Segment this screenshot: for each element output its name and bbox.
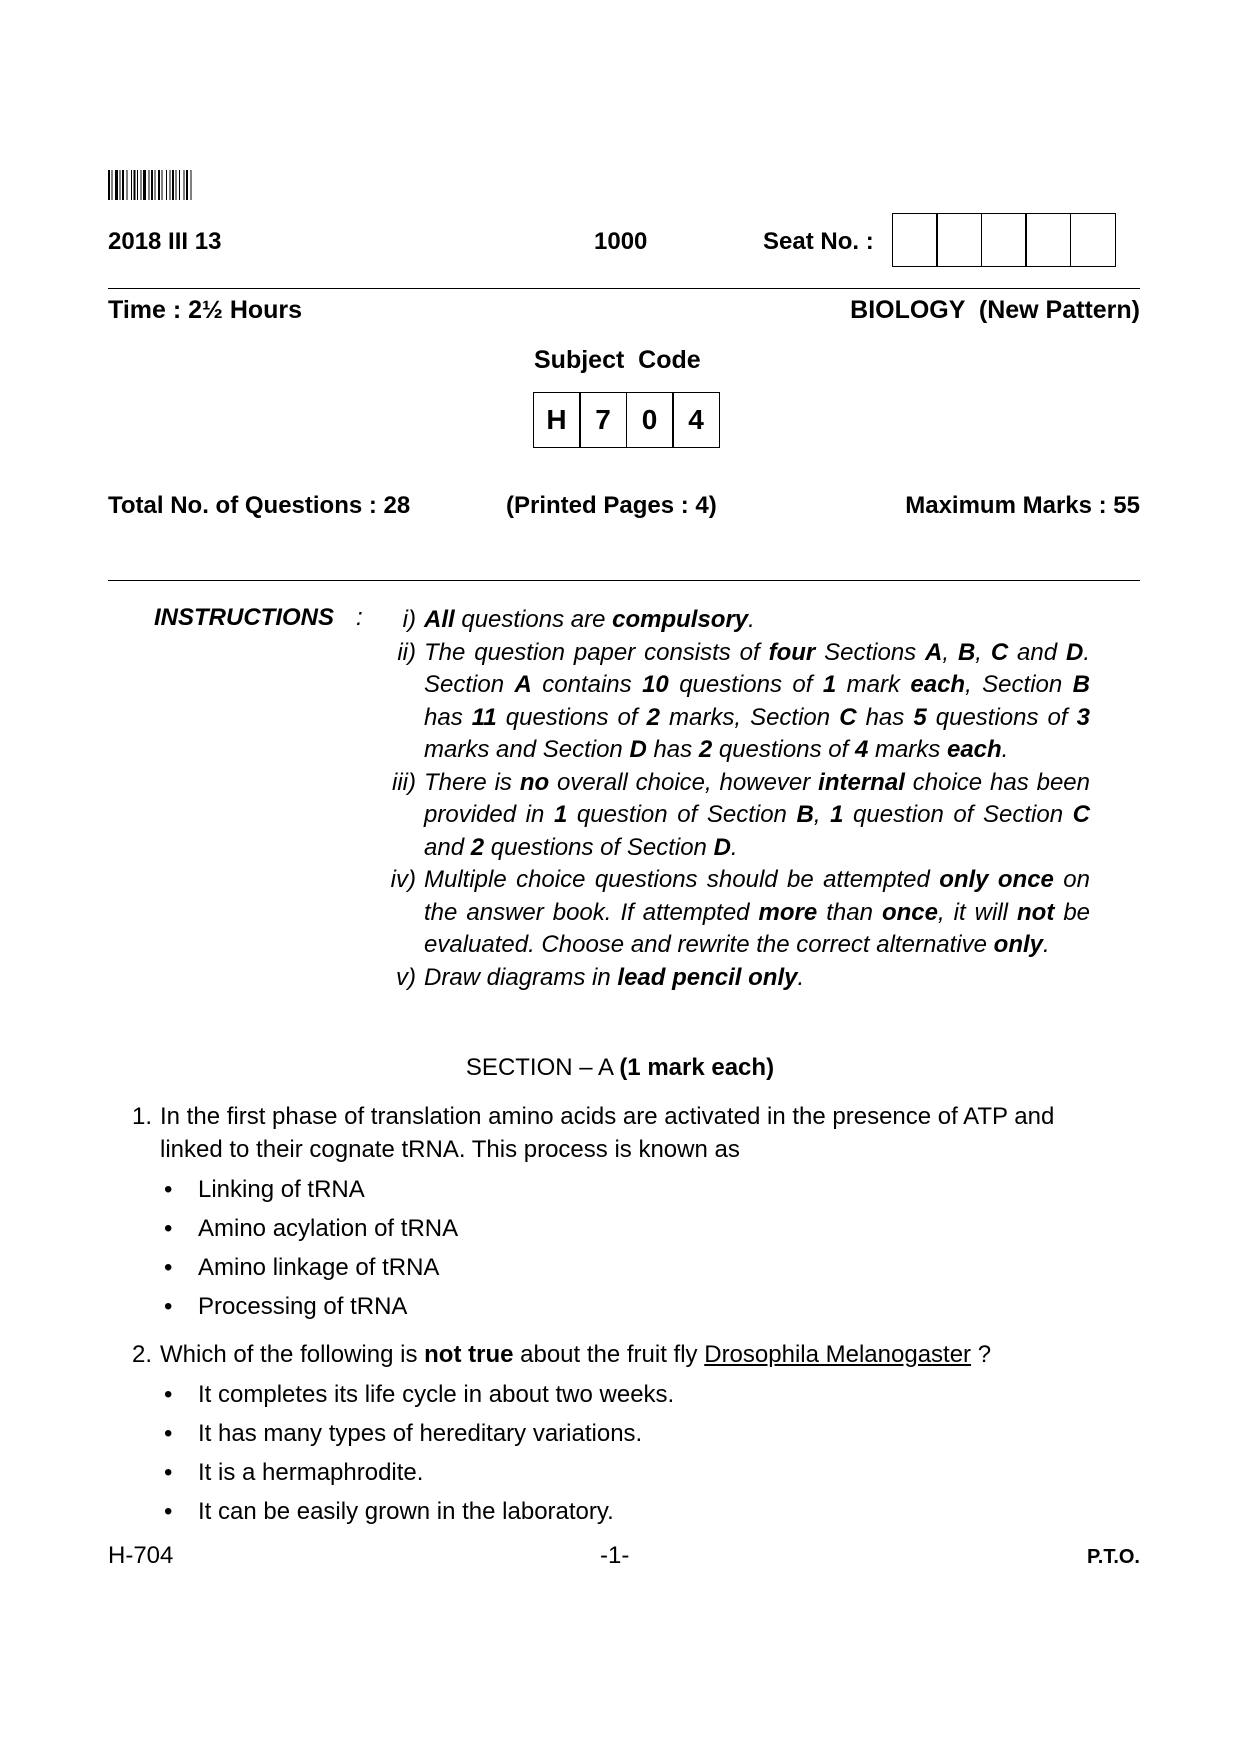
question-2 [118,1338,1098,1531]
instruction-number: i) [402,606,416,633]
option-item: • It completes its life cycle in about two weeks. [160,1375,1098,1414]
subject-code-char: 0 [626,392,674,448]
option-item: • It is a hermaphrodite. [160,1453,1098,1492]
instruction-text: All questions are compulsory. [424,606,755,633]
instructions-list [370,604,1090,994]
time-allowed: Time : 2½ Hours [108,296,303,324]
seat-digit-box[interactable] [892,213,938,267]
instructions-label: INSTRUCTIONS [154,604,334,631]
instruction-item [370,637,1090,767]
seat-no-boxes[interactable] [893,213,1116,267]
paper-code: 2018 III 13 [108,228,222,255]
footer-paper-id: H-704 [108,1542,174,1569]
option-item: • It has many types of hereditary variations. [160,1414,1098,1453]
header-divider [108,288,1140,289]
section-marks: (1 mark each) [619,1054,775,1081]
subject-code-char: 7 [579,392,627,448]
printed-pages: (Printed Pages : 4) [506,492,717,519]
seat-no-label: Seat No. : [763,228,874,255]
instruction-text: Multiple choice questions should be attempted only once on the answer book. If attempted more than once, it will not be evaluated. Choose and rewrite the correct alternative only. [424,866,1091,958]
page-number: -1- [600,1542,630,1569]
subject-title: BIOLOGY (New Pattern) [850,296,1140,324]
option-item: • Processing of tRNA [160,1287,1098,1326]
option-list [160,1375,1098,1531]
instructions-colon: : [356,604,363,631]
instruction-text: Draw diagrams in lead pencil only. [424,963,805,991]
maximum-marks: Maximum Marks : 55 [905,492,1140,519]
species-name: Drosophila Melanogaster [704,1341,972,1368]
instruction-number: ii) [397,638,416,666]
subject-code-label: Subject Code [534,346,701,374]
instruction-item [370,604,1090,637]
seat-digit-box[interactable] [1025,213,1071,267]
barcode [108,170,248,200]
question-1 [118,1100,1098,1326]
section-heading [0,1054,1240,1082]
seat-digit-box[interactable] [981,213,1027,267]
subject-code-char: 4 [672,392,720,448]
option-list [160,1170,1098,1326]
seat-digit-box[interactable] [936,213,982,267]
option-item: • Amino acylation of tRNA [160,1209,1098,1248]
instruction-text: There is no overall choice, however internal choice has been provided in 1 question of Section B, 1 question of Section C and 2 questions of Section D. [424,768,1090,861]
question-number: 1. [131,1103,152,1130]
question-text: Which of the following is not true about the fruit fly Drosophila Melanogaster ? [160,1341,992,1368]
instruction-number: iii) [392,768,416,796]
total-questions: Total No. of Questions : 28 [108,492,411,519]
instruction-item [370,962,1090,995]
please-turn-over: P.T.O. [1087,1546,1140,1568]
instruction-item [370,767,1090,865]
option-item: • Amino linkage of tRNA [160,1248,1098,1287]
instruction-text: The question paper consists of four Sections A, B, C and D. Section A contains 10 questions of 1 mark each, Section B has 11 questions of 2 marks, Section C has 5 questions of 3 marks and Section D has 2 questions of 4 marks each. [424,638,1090,763]
section-title: SECTION – A [465,1054,613,1081]
subject-code-boxes [534,392,720,448]
instructions-divider [108,580,1140,581]
question-text: In the first phase of translation amino acids are activated in the presence of ATP and linked to their cognate tRNA. This process is known as [160,1103,1055,1163]
subject-code-char: H [533,392,581,448]
copies-count: 1000 [594,228,648,255]
option-item: • Linking of tRNA [160,1170,1098,1209]
question-number: 2. [131,1341,152,1368]
instruction-number: iv) [390,866,416,893]
option-item: • It can be easily grown in the laboratory. [160,1492,1098,1531]
instruction-item [370,864,1090,962]
instruction-number: v) [396,963,416,991]
seat-digit-box[interactable] [1070,213,1116,267]
